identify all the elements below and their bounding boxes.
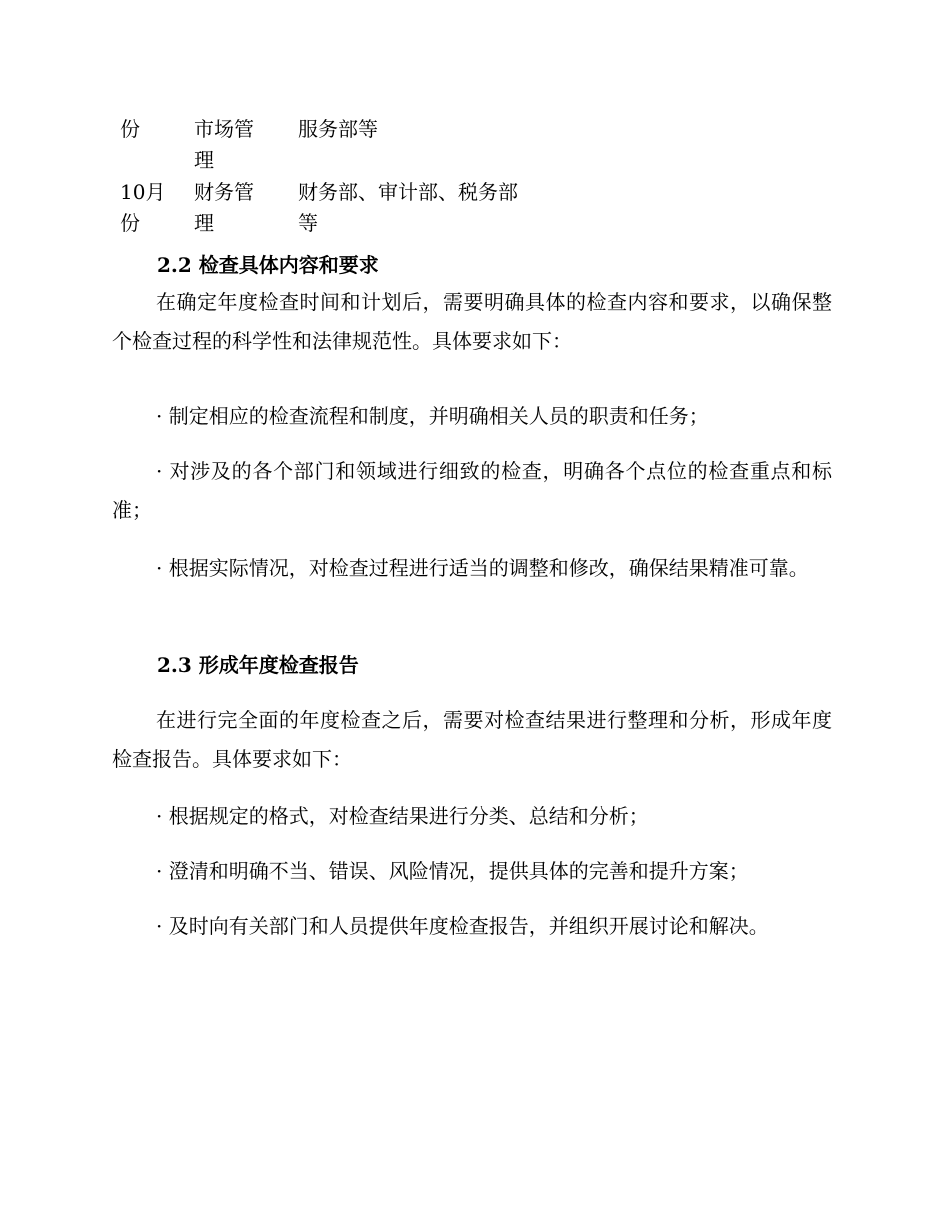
section-2-3-bullet-1: · 根据规定的格式，对检查结果进行分类、总结和分析；: [156, 804, 649, 828]
month-cell: 份: [120, 117, 140, 141]
section-2-2-bullet-2: · 对涉及的各个部门和领域进行细致的检查，明确各个点位的检查重点和标准；: [112, 459, 832, 522]
area-cell: 财务管理: [194, 180, 254, 235]
section-2-3-bullet-3: · 及时向有关部门和人员提供年度检查报告，并组织开展讨论和解决。: [156, 914, 769, 938]
section-heading-2-2: 2.2 检查具体内容和要求: [157, 253, 379, 277]
section-2-2-intro: 在确定年度检查时间和计划后，需要明确具体的检查内容和要求，以确保整个检查过程的科学性和法律规范性。具体要求如下：: [112, 290, 832, 353]
table-row: [112, 114, 538, 176]
section-2-3-bullet-2: · 澄清和明确不当、错误、风险情况，提供具体的完善和提升方案；: [156, 859, 749, 883]
section-2-2-bullet-3: · 根据实际情况，对检查过程进行适当的调整和修改，确保结果精准可靠。: [156, 556, 809, 580]
section-heading-2-3: 2.3 形成年度检查报告: [157, 653, 359, 677]
area-cell: 市场管理: [194, 117, 254, 172]
table-row: [112, 176, 538, 239]
month-cell: 10月份: [120, 180, 166, 235]
section-2-3-intro: 在进行完全面的年度检查之后，需要对检查结果进行整理和分析，形成年度检查报告。具体要求如下：: [112, 708, 832, 771]
dept-cell: 服务部等: [298, 117, 378, 141]
dept-cell: 财务部、审计部、税务部等: [298, 180, 518, 235]
inspection-schedule-table: [112, 114, 538, 239]
section-2-2-bullet-1: · 制定相应的检查流程和制度，并明确相关人员的职责和任务；: [156, 404, 709, 428]
